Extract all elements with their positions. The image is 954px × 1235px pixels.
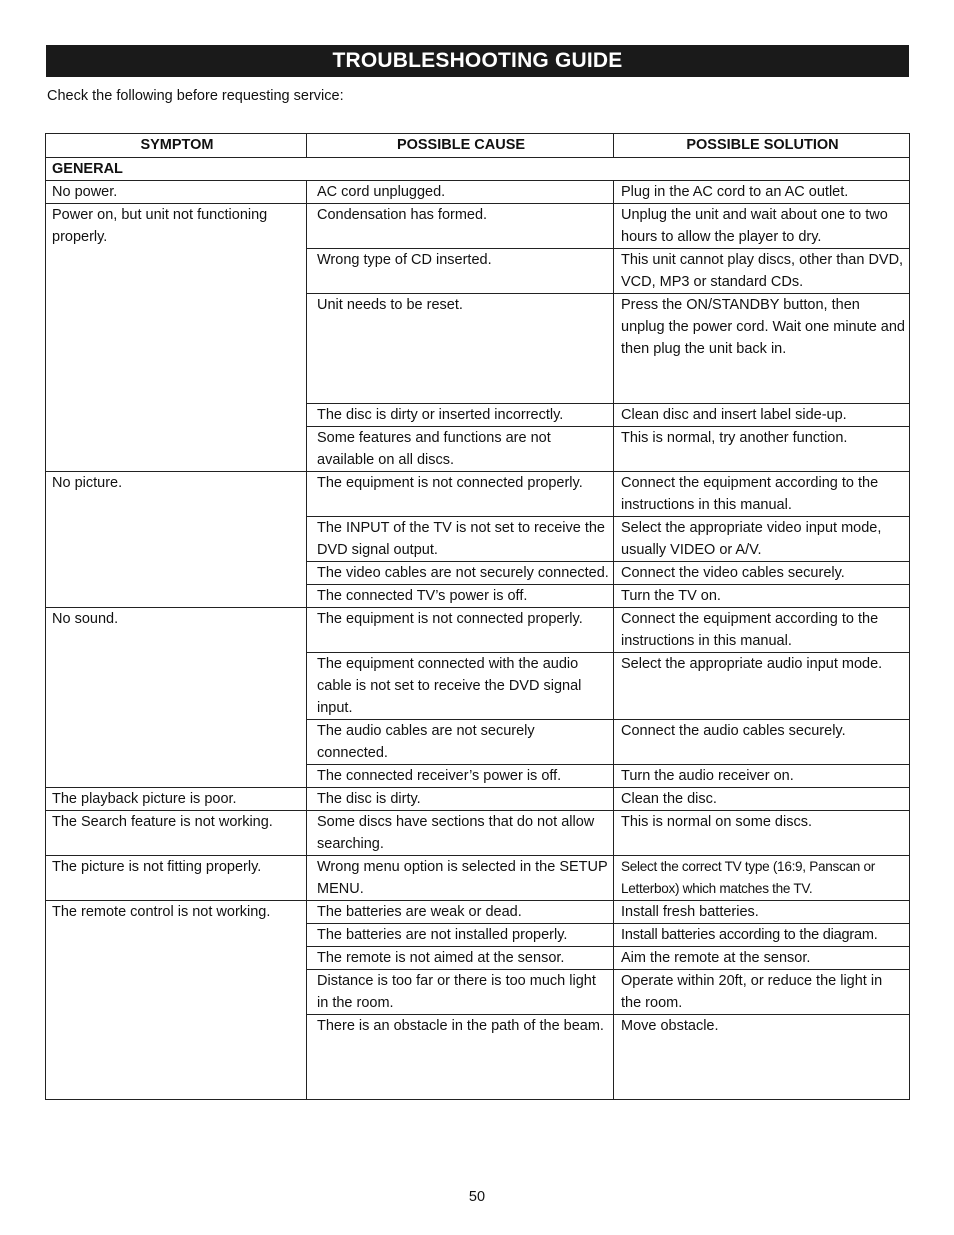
section-label: GENERAL (46, 158, 910, 181)
table-header-row (46, 134, 910, 158)
header-solution: POSSIBLE SOLUTION (614, 134, 910, 158)
symptom-cell: No picture. (46, 472, 307, 608)
solution-cell: This is normal on some discs. (614, 811, 910, 856)
cause-cell: The connected TV’s power is off. (307, 585, 614, 608)
cause-cell: The disc is dirty. (307, 788, 614, 811)
page-title: TROUBLESHOOTING GUIDE (46, 45, 909, 77)
symptom-cell: The remote control is not working. (46, 901, 307, 1100)
symptom-cell: The picture is not fitting properly. (46, 856, 307, 901)
cause-cell: The remote is not aimed at the sensor. (307, 947, 614, 970)
cause-cell: Some features and functions are not available on all discs. (307, 427, 614, 472)
solution-cell: Install batteries according to the diagram. (614, 924, 910, 947)
page-number: 50 (468, 1189, 486, 1205)
symptom-cell: Power on, but unit not functioning properly. (46, 204, 307, 472)
table-row (46, 901, 910, 924)
cause-cell: The disc is dirty or inserted incorrectly. (307, 404, 614, 427)
cause-cell: Distance is too far or there is too much light in the room. (307, 970, 614, 1015)
cause-cell: Some discs have sections that do not allow searching. (307, 811, 614, 856)
symptom-cell: No sound. (46, 608, 307, 788)
table-row (46, 181, 910, 204)
table-row (46, 204, 910, 249)
cause-cell: The batteries are not installed properly. (307, 924, 614, 947)
header-cause: POSSIBLE CAUSE (307, 134, 614, 158)
section-row (46, 158, 910, 181)
cause-cell: Wrong menu option is selected in the SETUP MENU. (307, 856, 614, 901)
cause-cell: Wrong type of CD inserted. (307, 249, 614, 294)
symptom-cell: The Search feature is not working. (46, 811, 307, 856)
solution-cell: Move obstacle. (614, 1015, 910, 1100)
solution-cell: Clean the disc. (614, 788, 910, 811)
solution-cell: Connect the equipment according to the instructions in this manual. (614, 608, 910, 653)
cause-cell: AC cord unplugged. (307, 181, 614, 204)
solution-cell: Unplug the unit and wait about one to two hours to allow the player to dry. (614, 204, 910, 249)
solution-cell: Connect the equipment according to the instructions in this manual. (614, 472, 910, 517)
solution-cell: Operate within 20ft, or reduce the light in the room. (614, 970, 910, 1015)
solution-cell: Select the appropriate audio input mode. (614, 653, 910, 720)
solution-cell: Turn the TV on. (614, 585, 910, 608)
cause-cell: The batteries are weak or dead. (307, 901, 614, 924)
cause-cell: The equipment is not connected properly. (307, 472, 614, 517)
solution-cell: Install fresh batteries. (614, 901, 910, 924)
intro-text: Check the following before requesting service: (47, 88, 344, 104)
troubleshooting-table (45, 133, 910, 1100)
table-row (46, 472, 910, 517)
cause-cell: There is an obstacle in the path of the beam. (307, 1015, 614, 1100)
solution-cell: Aim the remote at the sensor. (614, 947, 910, 970)
cause-cell: The video cables are not securely connected. (307, 562, 614, 585)
solution-cell: This unit cannot play discs, other than DVD, VCD, MP3 or standard CDs. (614, 249, 910, 294)
cause-cell: The connected receiver’s power is off. (307, 765, 614, 788)
table-row (46, 811, 910, 856)
cause-cell: The INPUT of the TV is not set to receive the DVD signal output. (307, 517, 614, 562)
cause-cell: The audio cables are not securely connected. (307, 720, 614, 765)
symptom-cell: The playback picture is poor. (46, 788, 307, 811)
symptom-cell: No power. (46, 181, 307, 204)
cause-cell: The equipment is not connected properly. (307, 608, 614, 653)
solution-cell: Plug in the AC cord to an AC outlet. (614, 181, 910, 204)
table-row (46, 788, 910, 811)
solution-cell: Select the appropriate video input mode, usually VIDEO or A/V. (614, 517, 910, 562)
solution-cell: Press the ON/STANDBY button, then unplug the power cord. Wait one minute and then plug the unit back in. (614, 294, 910, 404)
cause-cell: Unit needs to be reset. (307, 294, 614, 404)
solution-cell: Clean disc and insert label side-up. (614, 404, 910, 427)
solution-cell: Connect the video cables securely. (614, 562, 910, 585)
solution-cell: Select the correct TV type (16:9, Panscan or Letterbox) which matches the TV. (614, 856, 910, 901)
cause-cell: The equipment connected with the audio cable is not set to receive the DVD signal input. (307, 653, 614, 720)
solution-cell: Connect the audio cables securely. (614, 720, 910, 765)
table-row (46, 856, 910, 901)
table-row (46, 608, 910, 653)
header-symptom: SYMPTOM (46, 134, 307, 158)
solution-cell: Turn the audio receiver on. (614, 765, 910, 788)
cause-cell: Condensation has formed. (307, 204, 614, 249)
solution-cell: This is normal, try another function. (614, 427, 910, 472)
